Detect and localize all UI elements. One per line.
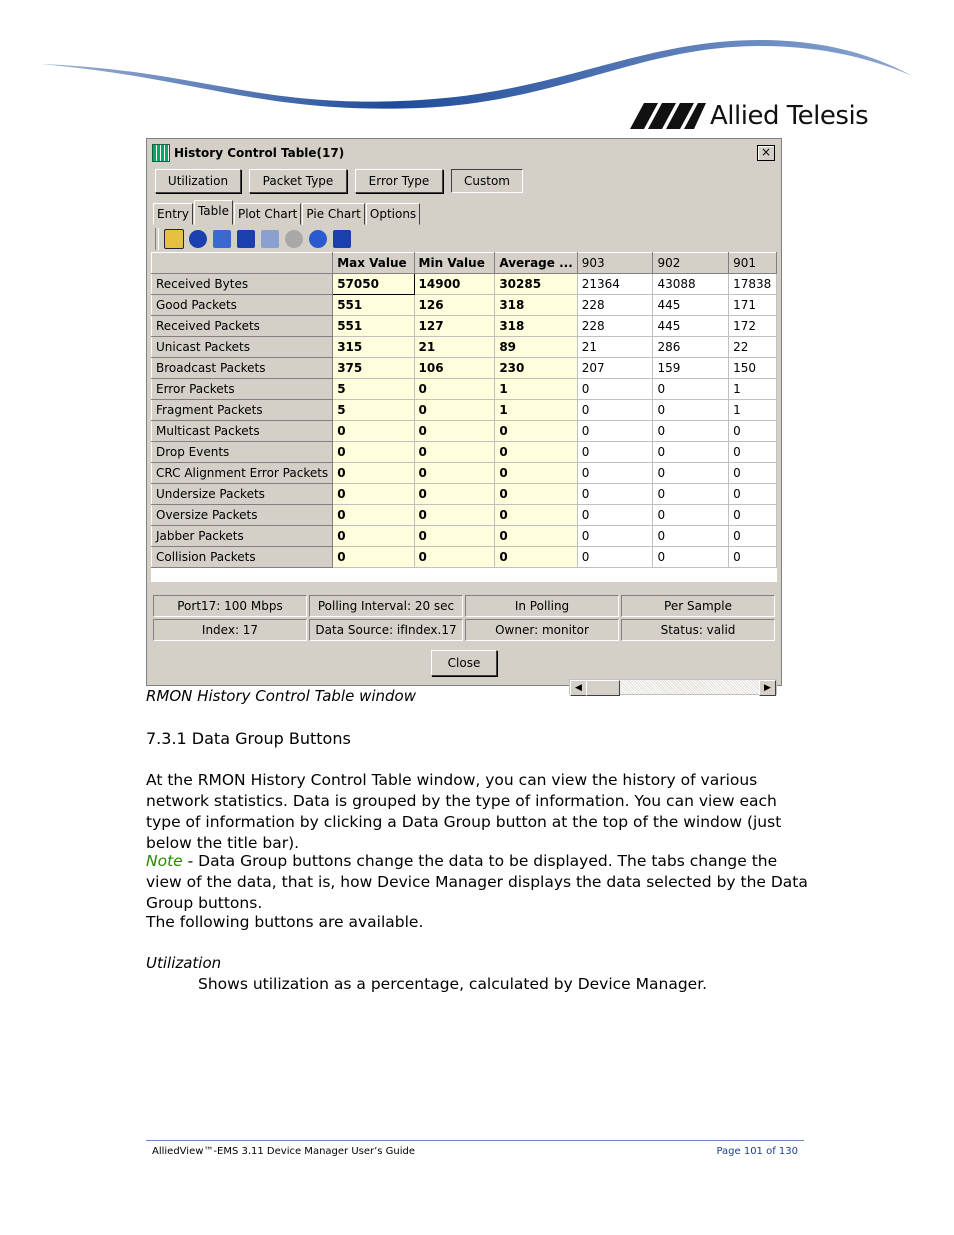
row-label: Collision Packets	[152, 547, 333, 568]
table-cell[interactable]: 228	[577, 316, 653, 337]
definition-utilization: Shows utilization as a percentage, calculated by Device Manager.	[198, 975, 708, 993]
table-cell[interactable]: 0	[495, 463, 577, 484]
table-cell[interactable]: 0	[653, 547, 729, 568]
table-cell[interactable]: 0	[653, 463, 729, 484]
table-cell[interactable]: 14900	[414, 274, 495, 295]
status-index: Index: 17	[153, 619, 307, 641]
table-cell[interactable]: 0	[729, 442, 777, 463]
table-cell[interactable]: 0	[653, 484, 729, 505]
table-cell[interactable]: 0	[577, 547, 653, 568]
buttons-intro: The following buttons are available.	[146, 913, 424, 931]
window-close-icon[interactable]: ×	[757, 145, 775, 161]
row-label: Multicast Packets	[152, 421, 333, 442]
table-cell[interactable]: 0	[653, 400, 729, 421]
header-corner	[152, 253, 333, 274]
sort-icon[interactable]	[235, 228, 257, 250]
table-cell[interactable]: 1	[729, 379, 777, 400]
table-cell[interactable]: 0	[577, 505, 653, 526]
table-cell[interactable]: 0	[653, 421, 729, 442]
status-sample-mode: Per Sample	[621, 595, 775, 617]
tab-plot-chart[interactable]: Plot Chart	[234, 203, 301, 225]
table-cell[interactable]: 0	[577, 400, 653, 421]
table-cell[interactable]: 0	[495, 526, 577, 547]
table-cell[interactable]: 0	[495, 442, 577, 463]
scroll-right-icon[interactable]: ▶	[759, 680, 776, 696]
table-cell[interactable]: 0	[653, 442, 729, 463]
window-title: History Control Table(17)	[174, 146, 345, 160]
table-cell[interactable]: 0	[729, 484, 777, 505]
column-header[interactable]: Max Value	[333, 253, 414, 274]
footer-page-number: Page 101 of 130	[716, 1146, 798, 1157]
table-cell[interactable]: 1	[729, 400, 777, 421]
tab-pie-chart[interactable]: Pie Chart	[302, 203, 364, 225]
copy-table-icon[interactable]	[163, 228, 185, 250]
table-cell[interactable]: 21364	[577, 274, 653, 295]
table-cell[interactable]: 106	[414, 358, 495, 379]
play-icon[interactable]	[283, 228, 305, 250]
table-cell[interactable]: 89	[495, 337, 577, 358]
row-label: Unicast Packets	[152, 337, 333, 358]
table-cell[interactable]: 375	[333, 358, 414, 379]
allied-telesis-logo-icon	[630, 103, 706, 129]
tab-table[interactable]: Table	[194, 200, 233, 225]
allied-telesis-logo	[630, 100, 868, 132]
table-cell[interactable]: 207	[577, 358, 653, 379]
table-cell[interactable]: 445	[653, 316, 729, 337]
table-row[interactable]	[152, 400, 777, 421]
table-cell[interactable]: 0	[414, 421, 495, 442]
table-toolbar	[155, 227, 353, 251]
table-header-row	[152, 253, 777, 274]
status-row	[153, 619, 775, 641]
table-cell[interactable]: 445	[653, 295, 729, 316]
table-row[interactable]	[152, 505, 777, 526]
status-port: Port17: 100 Mbps	[153, 595, 307, 617]
status-validity: Status: valid	[621, 619, 775, 641]
table-cell[interactable]: 0	[729, 421, 777, 442]
table-cell[interactable]: 318	[495, 295, 577, 316]
table-cell[interactable]: 0	[414, 526, 495, 547]
table-cell[interactable]: 150	[729, 358, 777, 379]
table-row[interactable]	[152, 295, 777, 316]
intro-paragraph: At the RMON History Control Table window, you can view the history of various network statistics. Data is grouped by the type of information. You can view each type of information by clicking a Data Group button at the top of the window (just below the title bar).	[146, 771, 782, 852]
table-cell[interactable]: 17838	[729, 274, 777, 295]
table-cell[interactable]: 0	[577, 379, 653, 400]
table-cell[interactable]: 0	[333, 526, 414, 547]
row-label: Oversize Packets	[152, 505, 333, 526]
refresh-icon[interactable]	[187, 228, 209, 250]
row-label: Jabber Packets	[152, 526, 333, 547]
footer-rule	[146, 1140, 804, 1141]
table-cell[interactable]: 0	[414, 442, 495, 463]
table-cell[interactable]: 57050	[333, 274, 414, 295]
status-panel	[153, 595, 775, 643]
table-cell[interactable]: 21	[414, 337, 495, 358]
table-cell[interactable]: 0	[495, 484, 577, 505]
table-cell[interactable]: 127	[414, 316, 495, 337]
tab-entry[interactable]: Entry	[153, 203, 193, 225]
table-cell[interactable]: 286	[653, 337, 729, 358]
row-label: Broadcast Packets	[152, 358, 333, 379]
title-bar[interactable]	[149, 141, 779, 165]
table-cell[interactable]: 171	[729, 295, 777, 316]
scroll-left-icon[interactable]: ◀	[570, 680, 587, 696]
column-header[interactable]: 902	[653, 253, 729, 274]
term-utilization: Utilization	[146, 954, 222, 972]
status-polling-state: In Polling	[465, 595, 619, 617]
table-row[interactable]	[152, 484, 777, 505]
table-cell[interactable]: 0	[333, 442, 414, 463]
table-row[interactable]	[152, 442, 777, 463]
row-label: Fragment Packets	[152, 400, 333, 421]
table-cell[interactable]: 21	[577, 337, 653, 358]
table-row[interactable]	[152, 547, 777, 568]
table-cell[interactable]: 0	[333, 505, 414, 526]
brand-name: Allied Telesis	[710, 101, 869, 131]
row-label: CRC Alignment Error Packets	[152, 463, 333, 484]
table-cell[interactable]: 126	[414, 295, 495, 316]
custom-button[interactable]: Custom	[451, 169, 523, 193]
packet-type-button[interactable]: Packet Type	[249, 169, 347, 193]
column-header[interactable]: Min Value	[414, 253, 495, 274]
note-label: Note	[146, 852, 183, 870]
table-cell[interactable]: 318	[495, 316, 577, 337]
table-cell[interactable]: 159	[653, 358, 729, 379]
history-control-window	[146, 138, 782, 693]
figure-caption: RMON History Control Table window	[146, 687, 416, 705]
history-grid	[151, 252, 777, 568]
note-paragraph	[146, 851, 816, 914]
table-row[interactable]	[152, 337, 777, 358]
table-cell[interactable]: 0	[729, 547, 777, 568]
table-cell[interactable]: 43088	[653, 274, 729, 295]
table-row[interactable]	[152, 379, 777, 400]
row-label: Drop Events	[152, 442, 333, 463]
view-tabs	[153, 203, 421, 225]
column-header[interactable]: Average ...	[495, 253, 577, 274]
column-header[interactable]: 901	[729, 253, 777, 274]
table-cell[interactable]: 0	[577, 526, 653, 547]
table-cell[interactable]: 0	[414, 379, 495, 400]
data-group-buttons	[155, 169, 523, 193]
table-cell[interactable]: 230	[495, 358, 577, 379]
table-row[interactable]	[152, 316, 777, 337]
row-label: Undersize Packets	[152, 484, 333, 505]
table-cell[interactable]: 0	[653, 505, 729, 526]
row-label: Received Packets	[152, 316, 333, 337]
table-cell[interactable]: 0	[729, 526, 777, 547]
footer-title: AlliedView™-EMS 3.11 Device Manager User’s Guide	[152, 1146, 416, 1157]
table-cell[interactable]: 551	[333, 295, 414, 316]
table-cell[interactable]: 0	[653, 526, 729, 547]
table-row[interactable]	[152, 463, 777, 484]
table-cell[interactable]: 0	[414, 400, 495, 421]
table-row[interactable]	[152, 274, 777, 295]
table-cell[interactable]: 30285	[495, 274, 577, 295]
table-cell[interactable]: 172	[729, 316, 777, 337]
status-owner: Owner: monitor	[465, 619, 619, 641]
scroll-thumb[interactable]	[586, 680, 620, 696]
table-cell[interactable]: 0	[414, 547, 495, 568]
table-cell[interactable]: 0	[495, 505, 577, 526]
section-heading: 7.3.1 Data Group Buttons	[146, 729, 351, 748]
horizontal-scrollbar[interactable]	[569, 679, 777, 695]
table-cell[interactable]: 0	[577, 421, 653, 442]
table-cell[interactable]: 0	[577, 463, 653, 484]
table-cell[interactable]: 0	[414, 484, 495, 505]
status-polling-interval: Polling Interval: 20 sec	[309, 595, 463, 617]
table-cell[interactable]: 0	[333, 463, 414, 484]
status-row	[153, 595, 775, 617]
table-cell[interactable]: 0	[495, 547, 577, 568]
time-icon[interactable]	[259, 228, 281, 250]
status-data-source: Data Source: ifIndex.17	[309, 619, 463, 641]
table-row[interactable]	[152, 526, 777, 547]
table-cell[interactable]: 5	[333, 400, 414, 421]
table-cell[interactable]: 228	[577, 295, 653, 316]
table-app-icon	[152, 144, 170, 162]
table-cell[interactable]: 0	[653, 379, 729, 400]
table-cell[interactable]: 551	[333, 316, 414, 337]
table-cell[interactable]: 1	[495, 379, 577, 400]
table-cell[interactable]: 0	[729, 505, 777, 526]
table-cell[interactable]: 0	[729, 463, 777, 484]
table-cell[interactable]: 0	[414, 505, 495, 526]
tab-options[interactable]: Options	[366, 203, 420, 225]
row-label: Good Packets	[152, 295, 333, 316]
table-cell[interactable]: 0	[333, 547, 414, 568]
table-cell[interactable]: 0	[577, 442, 653, 463]
table-cell[interactable]: 0	[333, 484, 414, 505]
note-text: - Data Group buttons change the data to be displayed. The tabs change the view of the data, that is, how Device Manager displays the data selected by the Data Group buttons.	[146, 852, 808, 912]
column-header[interactable]: 903	[577, 253, 653, 274]
table-row[interactable]	[152, 358, 777, 379]
table-cell[interactable]: 1	[495, 400, 577, 421]
table-cell[interactable]: 0	[495, 421, 577, 442]
print-icon[interactable]	[331, 228, 353, 250]
close-button[interactable]: Close	[431, 650, 497, 676]
table-cell[interactable]: 22	[729, 337, 777, 358]
stop-icon[interactable]	[307, 228, 329, 250]
row-label: Received Bytes	[152, 274, 333, 295]
table-cell[interactable]: 5	[333, 379, 414, 400]
error-type-button[interactable]: Error Type	[355, 169, 443, 193]
row-label: Error Packets	[152, 379, 333, 400]
toolbar-separator	[155, 228, 159, 250]
utilization-button[interactable]: Utilization	[155, 169, 241, 193]
table-cell[interactable]: 0	[577, 484, 653, 505]
table-cell[interactable]: 0	[333, 421, 414, 442]
table-cell[interactable]: 0	[414, 463, 495, 484]
export-icon[interactable]	[211, 228, 233, 250]
table-row[interactable]	[152, 421, 777, 442]
table-cell[interactable]: 315	[333, 337, 414, 358]
